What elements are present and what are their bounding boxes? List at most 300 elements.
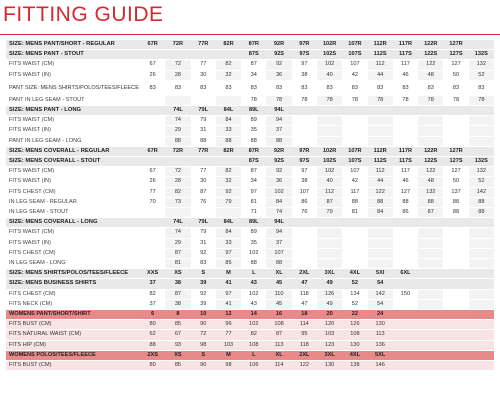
value-cell (443, 116, 468, 126)
value-cell: 77 (140, 187, 165, 197)
value-cell: 113 (368, 330, 393, 340)
size-cell: 67R (140, 40, 165, 50)
value-cell (418, 126, 443, 136)
value-cell: 87 (241, 167, 266, 177)
value-cell (443, 248, 468, 258)
size-cell: 14 (241, 310, 266, 320)
size-cell (443, 279, 468, 289)
value-cell: 94 (266, 116, 291, 126)
value-cell (469, 116, 494, 126)
size-cell: 77R (191, 146, 216, 156)
value-cell (418, 136, 443, 146)
value-cell (469, 289, 494, 299)
value-cell (469, 126, 494, 136)
value-cell (165, 208, 190, 218)
value-cell: 82 (241, 330, 266, 340)
size-cell: 87R (241, 40, 266, 50)
measurement-row (6, 197, 494, 207)
value-cell: 29 (165, 126, 190, 136)
value-cell: 48 (418, 177, 443, 187)
value-cell (443, 136, 468, 146)
size-cell: XL (266, 269, 291, 279)
size-cell: 92S (266, 157, 291, 167)
size-header-label: SIZE: MENS COVERALL - REGULAR (6, 146, 140, 156)
value-cell: 34 (241, 70, 266, 80)
size-cell (443, 106, 468, 116)
size-cell: 52 (342, 279, 367, 289)
value-cell: 118 (292, 340, 317, 350)
size-cell: L (241, 350, 266, 360)
size-cell: 4XL (342, 350, 367, 360)
value-cell: 89 (241, 116, 266, 126)
value-cell (418, 320, 443, 330)
value-cell: 83 (165, 80, 190, 95)
size-cell: 45 (266, 279, 291, 289)
size-cell: 87R (241, 146, 266, 156)
measurement-label: IN LEG SEAM - LONG (6, 259, 140, 269)
size-cell: 2XL (292, 269, 317, 279)
size-cell: 6XL (393, 269, 418, 279)
size-cell: 39 (191, 279, 216, 289)
size-cell: S (191, 269, 216, 279)
value-cell (418, 238, 443, 248)
value-cell (393, 361, 418, 371)
size-header-row (6, 279, 494, 289)
page-title: FITTING GUIDE (3, 3, 164, 26)
value-cell: 85 (216, 259, 241, 269)
value-cell (469, 136, 494, 146)
value-cell: 108 (241, 340, 266, 350)
value-cell: 130 (342, 340, 367, 350)
size-cell: 72R (165, 146, 190, 156)
size-header-label: SIZE: MENS COVERALL - LONG (6, 218, 140, 228)
size-cell: 79L (191, 218, 216, 228)
value-cell: 50 (443, 177, 468, 187)
value-cell: 92 (216, 187, 241, 197)
value-cell: 45 (266, 299, 291, 309)
value-cell (342, 136, 367, 146)
value-cell (140, 95, 165, 105)
value-cell (140, 238, 165, 248)
size-cell: 122S (418, 157, 443, 167)
value-cell: 146 (368, 361, 393, 371)
measurement-label: FITS WAIST (IN) (6, 70, 140, 80)
size-cell: XL (266, 350, 291, 360)
value-cell: 97 (216, 289, 241, 299)
size-cell: 41 (216, 279, 241, 289)
value-cell: 86 (292, 197, 317, 207)
value-cell: 78 (292, 95, 317, 105)
value-cell: 82 (165, 187, 190, 197)
value-cell (317, 228, 342, 238)
value-cell: 136 (368, 340, 393, 350)
value-cell (292, 228, 317, 238)
value-cell (469, 228, 494, 238)
size-cell: 22 (342, 310, 367, 320)
value-cell: 40 (317, 70, 342, 80)
value-cell: 130 (368, 320, 393, 330)
size-header-label: SIZE: MENS PANT - LONG (6, 106, 140, 116)
value-cell: 44 (368, 177, 393, 187)
value-cell (418, 116, 443, 126)
size-cell: 20 (317, 310, 342, 320)
value-cell: 33 (216, 126, 241, 136)
value-cell (393, 330, 418, 340)
size-cell (469, 106, 494, 116)
size-cell: 112S (368, 157, 393, 167)
measurement-row (6, 126, 494, 136)
value-cell: 83 (266, 80, 291, 95)
value-cell: 76 (292, 208, 317, 218)
size-cell (418, 106, 443, 116)
value-cell: 36 (266, 70, 291, 80)
value-cell (368, 248, 393, 258)
value-cell: 83 (469, 80, 494, 95)
size-cell (165, 157, 190, 167)
measurement-row (6, 70, 494, 80)
size-cell (393, 279, 418, 289)
size-cell: 112S (368, 50, 393, 60)
measurement-row (6, 95, 494, 105)
measurement-label: IN LEG SEAM - STOUT (6, 208, 140, 218)
value-cell: 34 (241, 177, 266, 187)
value-cell: 82 (140, 289, 165, 299)
size-cell: 97S (292, 157, 317, 167)
value-cell (317, 238, 342, 248)
value-cell: 83 (191, 80, 216, 95)
value-cell (292, 248, 317, 258)
size-header-row (6, 269, 494, 279)
size-cell (443, 269, 468, 279)
measurement-label: FITS CHEST (CM) (6, 289, 140, 299)
size-cell: 127R (443, 40, 468, 50)
size-cell (393, 310, 418, 320)
measurement-label: FITS BUST (CM) (6, 361, 140, 371)
value-cell: 102 (241, 248, 266, 258)
value-cell: 112 (368, 60, 393, 70)
measurement-label: FITS WAIST (IN) (6, 126, 140, 136)
value-cell: 77 (191, 60, 216, 70)
value-cell (368, 126, 393, 136)
value-cell: 72 (191, 330, 216, 340)
size-cell (443, 218, 468, 228)
value-cell: 118 (292, 289, 317, 299)
size-cell: 94L (266, 106, 291, 116)
size-cell: 127S (443, 157, 468, 167)
value-cell: 84 (368, 208, 393, 218)
value-cell: 38 (292, 70, 317, 80)
value-cell: 77 (216, 330, 241, 340)
size-header-row (6, 146, 494, 156)
value-cell: 52 (469, 177, 494, 187)
value-cell: 46 (393, 70, 418, 80)
value-cell (393, 259, 418, 269)
size-cell: 102S (317, 50, 342, 60)
size-cell: 82R (216, 40, 241, 50)
value-cell (317, 259, 342, 269)
value-cell: 74 (165, 116, 190, 126)
value-cell: 87 (165, 248, 190, 258)
size-cell: 74L (165, 218, 190, 228)
value-cell: 83 (191, 259, 216, 269)
size-cell (443, 350, 468, 360)
value-cell (393, 238, 418, 248)
value-cell: 107 (292, 187, 317, 197)
size-cell: 132S (469, 157, 494, 167)
value-cell: 132 (418, 187, 443, 197)
size-header-row (6, 310, 494, 320)
value-cell: 38 (292, 177, 317, 187)
value-cell: 46 (393, 177, 418, 187)
measurement-row (6, 60, 494, 70)
value-cell: 84 (266, 197, 291, 207)
value-cell (443, 228, 468, 238)
value-cell: 52 (469, 70, 494, 80)
value-cell (342, 238, 367, 248)
value-cell: 74 (165, 228, 190, 238)
value-cell (393, 136, 418, 146)
size-cell: 77R (191, 40, 216, 50)
value-cell: 44 (368, 70, 393, 80)
value-cell: 88 (266, 136, 291, 146)
value-cell: 87 (191, 187, 216, 197)
value-cell: 92 (191, 248, 216, 258)
value-cell: 49 (317, 299, 342, 309)
size-cell (393, 350, 418, 360)
value-cell: 138 (342, 361, 367, 371)
value-cell: 78 (342, 95, 367, 105)
value-cell: 122 (292, 361, 317, 371)
size-cell (368, 218, 393, 228)
size-cell (317, 218, 342, 228)
value-cell: 78 (266, 95, 291, 105)
value-cell: 38 (165, 299, 190, 309)
value-cell: 98 (191, 340, 216, 350)
value-cell: 87 (317, 197, 342, 207)
value-cell: 126 (342, 320, 367, 330)
size-header-label: SIZE: MENS BUSINESS SHIRTS (6, 279, 140, 289)
size-cell: 117R (393, 40, 418, 50)
size-cell: 132S (469, 50, 494, 60)
measurement-row (6, 167, 494, 177)
value-cell: 85 (165, 320, 190, 330)
value-cell: 28 (165, 70, 190, 80)
size-cell: 89L (241, 218, 266, 228)
value-cell: 88 (469, 197, 494, 207)
size-cell: 16 (266, 310, 291, 320)
value-cell: 78 (443, 95, 468, 105)
size-cell: 8 (165, 310, 190, 320)
size-cell: 102R (317, 146, 342, 156)
size-cell (418, 310, 443, 320)
value-cell (418, 340, 443, 350)
value-cell: 88 (393, 197, 418, 207)
size-cell (140, 50, 165, 60)
value-cell: 41 (216, 299, 241, 309)
value-cell: 108 (342, 330, 367, 340)
value-cell: 92 (191, 289, 216, 299)
value-cell (443, 259, 468, 269)
value-cell (317, 126, 342, 136)
value-cell (443, 289, 468, 299)
value-cell (140, 126, 165, 136)
size-cell: 92R (266, 146, 291, 156)
value-cell (342, 259, 367, 269)
size-cell (191, 50, 216, 60)
value-cell: 78 (241, 95, 266, 105)
size-cell (368, 106, 393, 116)
size-cell (469, 350, 494, 360)
value-cell (216, 208, 241, 218)
size-cell: L (241, 269, 266, 279)
value-cell: 122 (418, 60, 443, 70)
value-cell (292, 259, 317, 269)
value-cell (469, 259, 494, 269)
measurement-label: FITS WAIST (CM) (6, 116, 140, 126)
value-cell: 29 (165, 238, 190, 248)
value-cell: 37 (266, 238, 291, 248)
value-cell (292, 126, 317, 136)
value-cell: 78 (317, 95, 342, 105)
value-cell: 114 (292, 320, 317, 330)
value-cell: 32 (216, 70, 241, 80)
value-cell: 150 (393, 289, 418, 299)
value-cell: 40 (317, 177, 342, 187)
size-cell: 117R (393, 146, 418, 156)
size-cell: 117S (393, 50, 418, 60)
size-cell: 72R (165, 40, 190, 50)
value-cell: 92 (266, 60, 291, 70)
size-cell (469, 146, 494, 156)
size-header-label: WOMENS PANT/SHORT/SHIRT (6, 310, 140, 320)
value-cell: 48 (418, 70, 443, 80)
value-cell: 98 (216, 361, 241, 371)
size-cell: S (191, 350, 216, 360)
value-cell: 87 (241, 60, 266, 70)
measurement-row (6, 187, 494, 197)
value-cell: 120 (317, 320, 342, 330)
measurement-row (6, 289, 494, 299)
size-cell: 10 (191, 310, 216, 320)
value-cell: 26 (140, 70, 165, 80)
value-cell (342, 248, 367, 258)
value-cell: 80 (140, 361, 165, 371)
value-cell: 88 (469, 208, 494, 218)
value-cell: 42 (342, 177, 367, 187)
value-cell: 79 (317, 208, 342, 218)
value-cell (165, 95, 190, 105)
value-cell: 97 (292, 60, 317, 70)
size-cell (393, 218, 418, 228)
value-cell: 70 (140, 197, 165, 207)
value-cell: 80 (140, 320, 165, 330)
value-cell: 71 (241, 208, 266, 218)
size-cell (418, 279, 443, 289)
value-cell: 78 (469, 95, 494, 105)
size-cell: 97S (292, 50, 317, 60)
value-cell: 117 (393, 60, 418, 70)
value-cell: 90 (191, 361, 216, 371)
size-cell: XXS (140, 269, 165, 279)
size-cell: 47 (292, 279, 317, 289)
size-cell (393, 106, 418, 116)
size-header-row (6, 40, 494, 50)
value-cell: 54 (368, 299, 393, 309)
value-cell: 43 (241, 299, 266, 309)
size-cell: 122R (418, 146, 443, 156)
value-cell (368, 116, 393, 126)
value-cell (469, 238, 494, 248)
value-cell (191, 95, 216, 105)
value-cell: 97 (241, 187, 266, 197)
size-cell: 49 (317, 279, 342, 289)
value-cell: 79 (216, 197, 241, 207)
size-cell: 92R (266, 40, 291, 50)
size-cell: 107S (342, 157, 367, 167)
value-cell: 82 (216, 167, 241, 177)
size-cell: 79L (191, 106, 216, 116)
size-cell: 84L (216, 106, 241, 116)
size-cell: XS (165, 269, 190, 279)
size-header-row (6, 350, 494, 360)
value-cell: 132 (469, 167, 494, 177)
value-cell: 74 (266, 208, 291, 218)
size-cell (140, 157, 165, 167)
value-cell (469, 330, 494, 340)
value-cell: 137 (443, 187, 468, 197)
measurement-label: FITS BUST (CM) (6, 320, 140, 330)
value-cell (393, 299, 418, 309)
value-cell: 30 (191, 70, 216, 80)
value-cell: 88 (443, 197, 468, 207)
size-cell: 6 (140, 310, 165, 320)
size-cell: 12 (216, 310, 241, 320)
value-cell (140, 228, 165, 238)
value-cell: 96 (216, 320, 241, 330)
value-cell (342, 126, 367, 136)
measurement-row (6, 238, 494, 248)
fitting-table (6, 40, 494, 371)
value-cell: 87 (165, 289, 190, 299)
value-cell: 76 (191, 197, 216, 207)
value-cell: 88 (241, 136, 266, 146)
value-cell: 37 (140, 299, 165, 309)
value-cell: 31 (191, 238, 216, 248)
value-cell: 127 (443, 60, 468, 70)
value-cell: 87 (266, 330, 291, 340)
value-cell (418, 259, 443, 269)
size-cell: 102S (317, 157, 342, 167)
size-cell (418, 350, 443, 360)
value-cell: 88 (266, 259, 291, 269)
measurement-label: IN LEG SEAM - REGULAR (6, 197, 140, 207)
value-cell: 89 (241, 228, 266, 238)
size-header-label: SIZE: MENS PANT/SHORT - REGULAR (6, 40, 140, 50)
value-cell: 83 (342, 80, 367, 95)
value-cell: 102 (317, 167, 342, 177)
value-cell: 94 (266, 228, 291, 238)
measurement-row (6, 80, 494, 95)
size-cell: M (216, 269, 241, 279)
value-cell (443, 238, 468, 248)
value-cell: 73 (165, 197, 190, 207)
value-cell: 86 (393, 208, 418, 218)
value-cell: 88 (418, 197, 443, 207)
value-cell: 95 (292, 330, 317, 340)
value-cell: 102 (317, 60, 342, 70)
value-cell (317, 116, 342, 126)
value-cell (393, 248, 418, 258)
